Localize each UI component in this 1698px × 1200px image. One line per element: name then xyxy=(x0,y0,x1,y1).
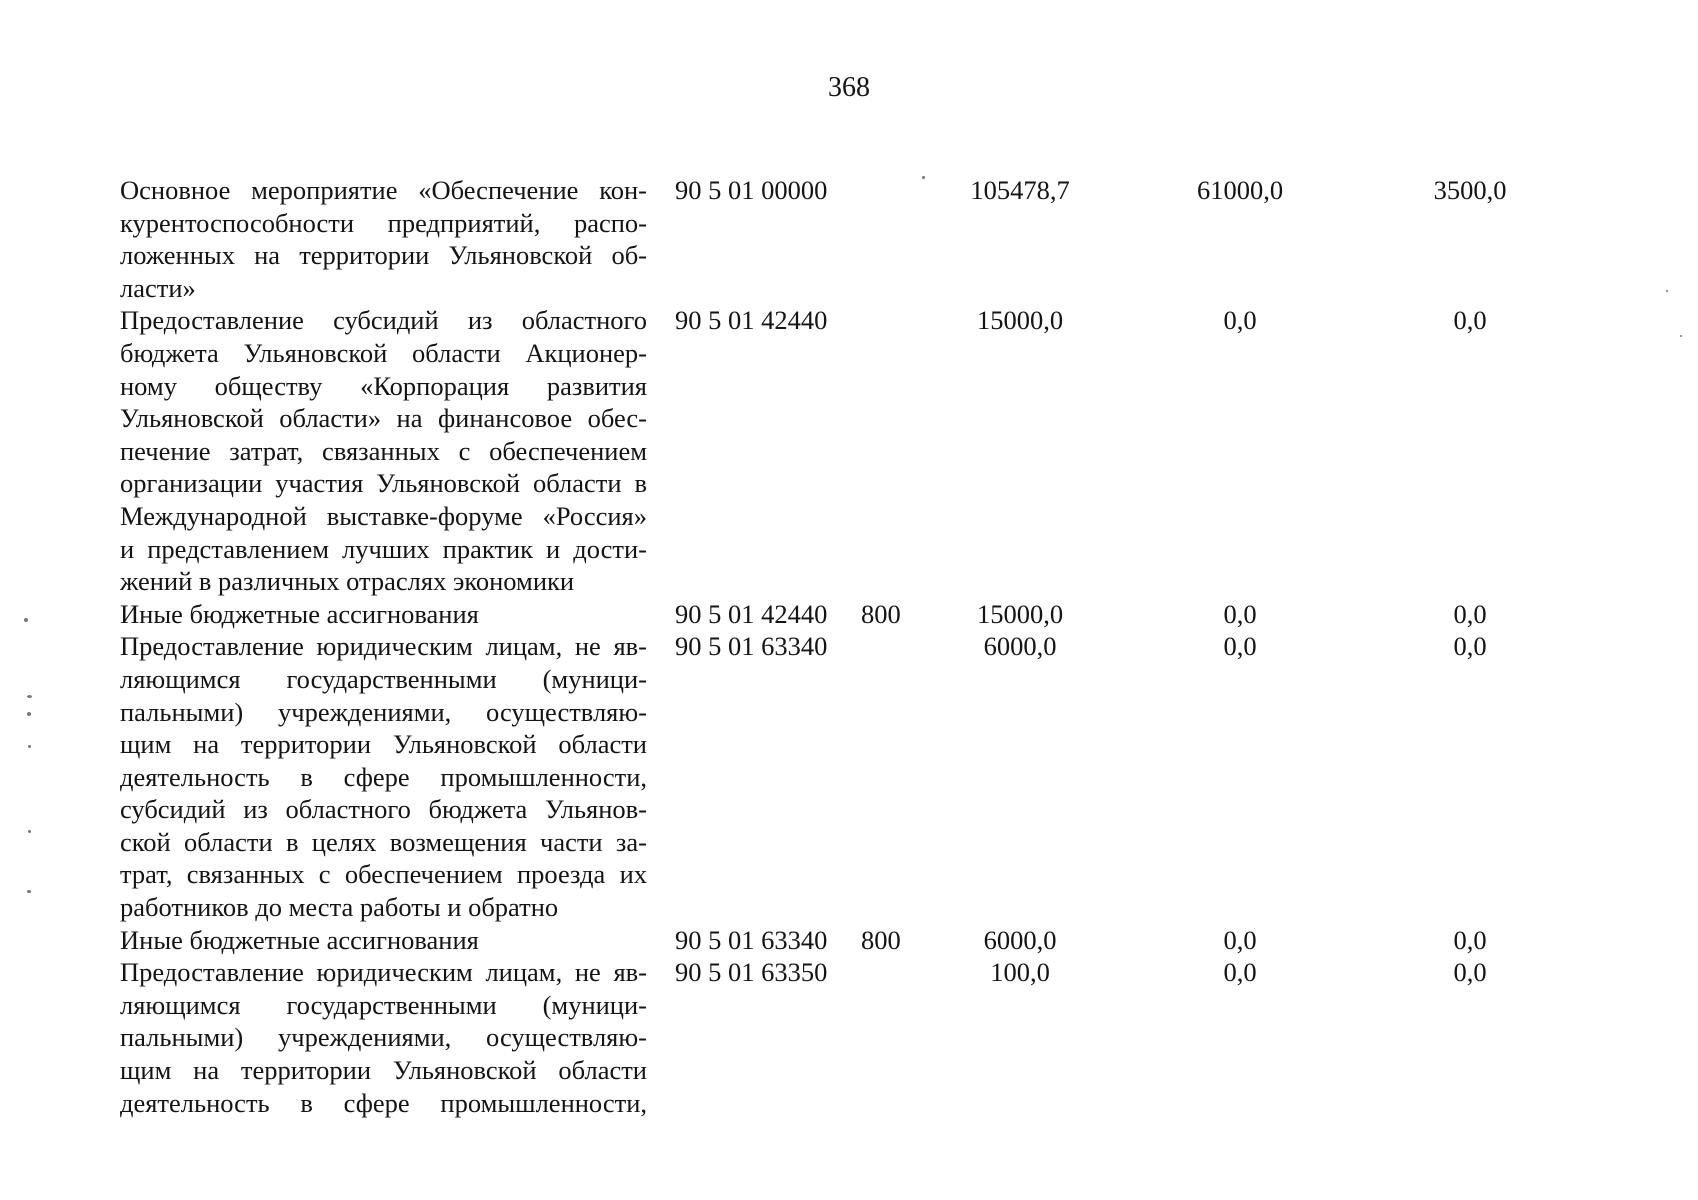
target-code: 90 5 01 63340 xyxy=(675,924,828,955)
description-line: щим на территории Ульяновской области xyxy=(120,729,647,760)
description-line: Иные бюджетные ассигнования xyxy=(120,598,479,629)
amount-2020: 0,0 xyxy=(1223,305,1257,336)
description-line: работников до места работы и обратно xyxy=(120,892,559,923)
scan-speck xyxy=(28,830,31,833)
amount-2019: 6000,0 xyxy=(983,924,1057,955)
scan-speck xyxy=(1680,335,1682,337)
scan-speck xyxy=(1666,290,1668,292)
table-row xyxy=(0,956,1698,1119)
budget-table xyxy=(0,174,1698,1119)
scan-speck xyxy=(24,618,28,622)
amount-2019: 15000,0 xyxy=(976,598,1064,629)
description-line: и представлением лучших практик и дости- xyxy=(120,533,647,564)
table-row xyxy=(0,598,1698,631)
table-row xyxy=(0,174,1698,304)
amount-2019: 100,0 xyxy=(990,957,1050,988)
description-line: ляющимся государственными (муници- xyxy=(120,663,647,694)
description-line: деятельность в сфере промышленности, xyxy=(120,761,647,792)
scan-speck xyxy=(27,712,31,716)
description-line: Ульяновской области» на финансовое обес- xyxy=(120,403,647,434)
amount-2020: 0,0 xyxy=(1223,924,1257,955)
row-description xyxy=(120,924,647,957)
table-row xyxy=(0,630,1698,923)
description-line: ложенных на территории Ульяновской об- xyxy=(120,240,647,271)
amount-2019: 15000,0 xyxy=(976,305,1064,336)
description-line: щим на территории Ульяновской области xyxy=(120,1055,647,1086)
amount-2021: 0,0 xyxy=(1453,924,1487,955)
target-code: 90 5 01 42440 xyxy=(675,305,828,336)
description-line: субсидий из областного бюджета Ульянов- xyxy=(120,794,647,825)
row-description xyxy=(120,598,647,631)
description-line: деятельность в сфере промышленности, xyxy=(120,1087,647,1118)
amount-2020: 0,0 xyxy=(1223,598,1257,629)
scan-speck xyxy=(28,745,31,748)
amount-2021: 0,0 xyxy=(1453,305,1487,336)
scan-speck xyxy=(27,890,31,893)
amount-2020: 61000,0 xyxy=(1196,175,1284,205)
description-line: жений в различных отраслях экономики xyxy=(120,566,575,597)
description-line: Предоставление юридическим лицам, не яв- xyxy=(120,957,647,988)
description-line: ласти» xyxy=(120,272,196,303)
page-number: 368 xyxy=(828,72,870,103)
table-row xyxy=(0,924,1698,957)
amount-2021: 3500,0 xyxy=(1433,175,1507,205)
amount-2019: 6000,0 xyxy=(983,631,1057,662)
amount-2020: 0,0 xyxy=(1223,957,1257,988)
description-line: ляющимся государственными (муници- xyxy=(120,989,647,1020)
row-description xyxy=(120,174,647,304)
target-code: 90 5 01 63350 xyxy=(675,957,828,988)
description-line: курентоспособности предприятий, распо- xyxy=(120,207,647,238)
description-line: бюджета Ульяновской области Акционер- xyxy=(120,337,647,368)
amount-2019: 105478,7 xyxy=(970,175,1070,205)
amount-2021: 0,0 xyxy=(1453,598,1487,629)
description-line: Международной выставке-форуме «Россия» xyxy=(120,500,647,531)
description-line: организации участия Ульяновской области в xyxy=(120,468,647,499)
description-line: Иные бюджетные ассигнования xyxy=(120,924,479,955)
description-line: Предоставление юридическим лицам, не яв- xyxy=(120,631,647,662)
amount-2021: 0,0 xyxy=(1453,631,1487,662)
description-line: печение затрат, связанных с обеспечением xyxy=(120,435,647,466)
row-description xyxy=(120,956,647,1119)
expense-type-code: 800 xyxy=(861,598,901,629)
target-code: 90 5 01 00000 xyxy=(675,175,828,205)
description-line: трат, связанных с обеспечением проезда их xyxy=(120,859,647,890)
description-line: ской области в целях возмещения части за- xyxy=(120,826,647,857)
expense-type-code: 800 xyxy=(861,924,901,955)
table-row xyxy=(0,304,1698,597)
amount-2021: 0,0 xyxy=(1453,957,1487,988)
row-description xyxy=(120,630,647,923)
description-line: пальными) учреждениями, осуществляю- xyxy=(120,696,647,727)
description-line: ному обществу «Корпорация развития xyxy=(120,370,647,401)
scan-speck xyxy=(27,695,32,698)
row-description xyxy=(120,304,647,597)
description-line: пальными) учреждениями, осуществляю- xyxy=(120,1022,647,1053)
target-code: 90 5 01 42440 xyxy=(675,598,828,629)
amount-2020: 0,0 xyxy=(1223,631,1257,662)
description-line: Основное мероприятие «Обеспечение кон- xyxy=(120,175,647,205)
scan-speck xyxy=(922,176,925,179)
description-line: Предоставление субсидий из областного xyxy=(120,305,647,336)
target-code: 90 5 01 63340 xyxy=(675,631,828,662)
